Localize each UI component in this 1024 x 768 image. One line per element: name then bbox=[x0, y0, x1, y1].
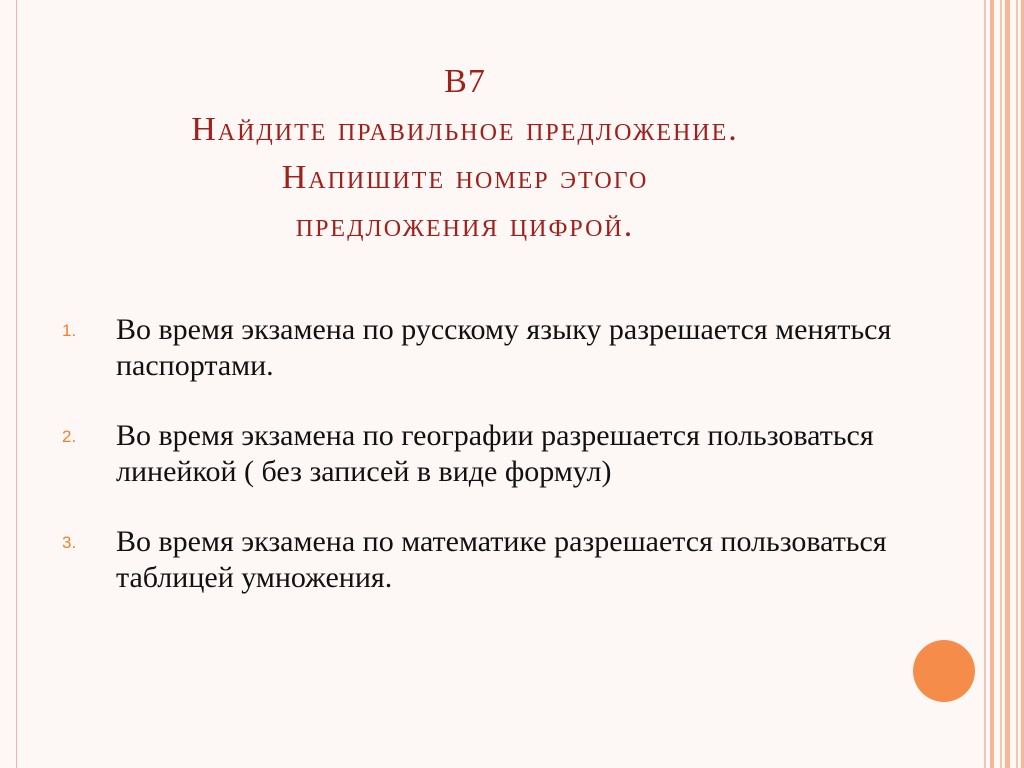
title-line-3: Напишите номер этого bbox=[281, 159, 649, 196]
list-text: Во время экзамена по математике разрешается пользоваться таблицей умножения. bbox=[116, 525, 887, 594]
list-item bbox=[62, 312, 922, 384]
decorative-circle bbox=[913, 640, 975, 702]
slide-title bbox=[60, 58, 870, 250]
title-line-4: предложения цифрой. bbox=[295, 207, 635, 244]
answer-list bbox=[62, 312, 922, 630]
decorative-stripes bbox=[980, 0, 1024, 768]
list-item bbox=[62, 524, 922, 596]
list-text: Во время экзамена по географии разрешается пользоваться линейкой ( без записей в виде формул) bbox=[116, 419, 874, 488]
list-number: 3. bbox=[62, 533, 77, 552]
list-text: Во время экзамена по русскому языку разрешается меняться паспортами. bbox=[116, 313, 892, 382]
title-line-2: Найдите правильное предложение. bbox=[191, 111, 739, 148]
list-number: 1. bbox=[62, 321, 77, 340]
list-item bbox=[62, 418, 922, 490]
list-number: 2. bbox=[62, 427, 77, 446]
title-line-1: В7 bbox=[444, 63, 486, 100]
